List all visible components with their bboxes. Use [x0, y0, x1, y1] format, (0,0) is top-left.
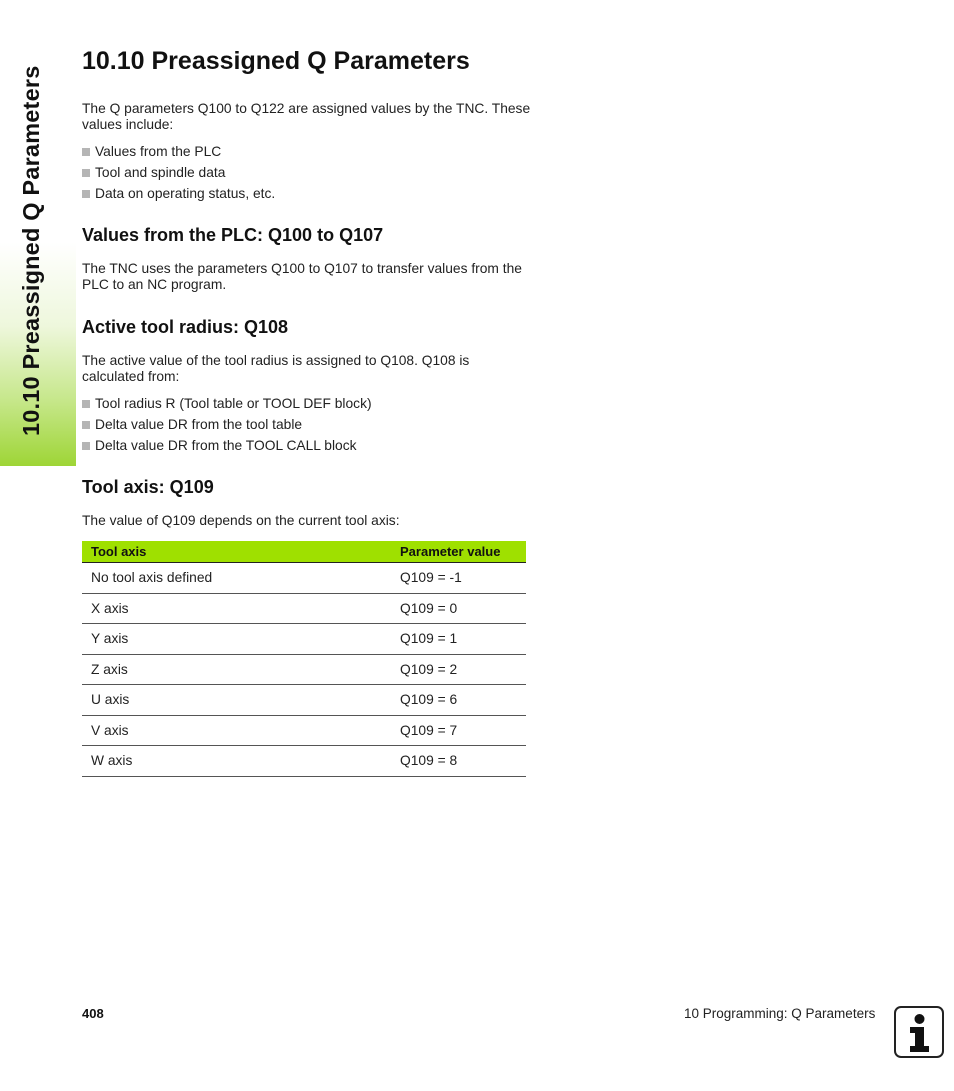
info-icon — [894, 1006, 944, 1058]
bullet-square-icon — [82, 400, 90, 408]
intro-bullet-list — [82, 141, 275, 204]
bullet-square-icon — [82, 148, 90, 156]
table-row: Z axis Q109 = 2 — [82, 654, 526, 685]
footer-chapter-title: 10 Programming: Q Parameters — [684, 1006, 876, 1021]
list-item: Tool and spindle data — [82, 162, 275, 183]
bullet-square-icon — [82, 421, 90, 429]
section-heading-radius: Active tool radius: Q108 — [82, 317, 289, 337]
list-item: Data on operating status, etc. — [82, 183, 275, 204]
list-item: Delta value DR from the TOOL CALL block — [82, 435, 372, 456]
column-header-tool-axis: Tool axis — [82, 541, 400, 563]
table-header-row — [82, 541, 526, 563]
info-glyph — [896, 1008, 942, 1056]
list-item: Tool radius R (Tool table or TOOL DEF block) — [82, 393, 372, 414]
bullet-square-icon — [82, 190, 90, 198]
radius-bullet-list — [82, 393, 372, 456]
section-heading-plc: Values from the PLC: Q100 to Q107 — [82, 225, 384, 245]
bullet-square-icon — [82, 169, 90, 177]
table-row: V axis Q109 = 7 — [82, 715, 526, 746]
table-row: U axis Q109 = 6 — [82, 685, 526, 716]
column-header-parameter-value: Parameter value — [400, 541, 526, 563]
table-row: X axis Q109 = 0 — [82, 593, 526, 624]
section-heading-axis: Tool axis: Q109 — [82, 477, 214, 497]
table-row: W axis Q109 = 8 — [82, 746, 526, 777]
plc-text: The TNC uses the parameters Q100 to Q107 to transfer values from the PLC to an NC program. — [82, 261, 522, 292]
axis-text: The value of Q109 depends on the current tool axis: — [82, 513, 400, 528]
bullet-square-icon — [82, 442, 90, 450]
page-number: 408 — [82, 1006, 104, 1021]
list-item: Delta value DR from the tool table — [82, 414, 372, 435]
list-item: Values from the PLC — [82, 141, 275, 162]
page-title: 10.10 Preassigned Q Parameters — [82, 47, 470, 75]
tool-axis-table — [82, 541, 526, 777]
table-row: Y axis Q109 = 1 — [82, 624, 526, 655]
radius-text: The active value of the tool radius is assigned to Q108. Q108 is calculated from: — [82, 353, 470, 384]
table-row: No tool axis defined Q109 = -1 — [82, 563, 526, 594]
intro-text: The Q parameters Q100 to Q122 are assigned values by the TNC. These values include: — [82, 101, 531, 132]
side-chapter-title: 10.10 Preassigned Q Parameters — [18, 65, 44, 436]
